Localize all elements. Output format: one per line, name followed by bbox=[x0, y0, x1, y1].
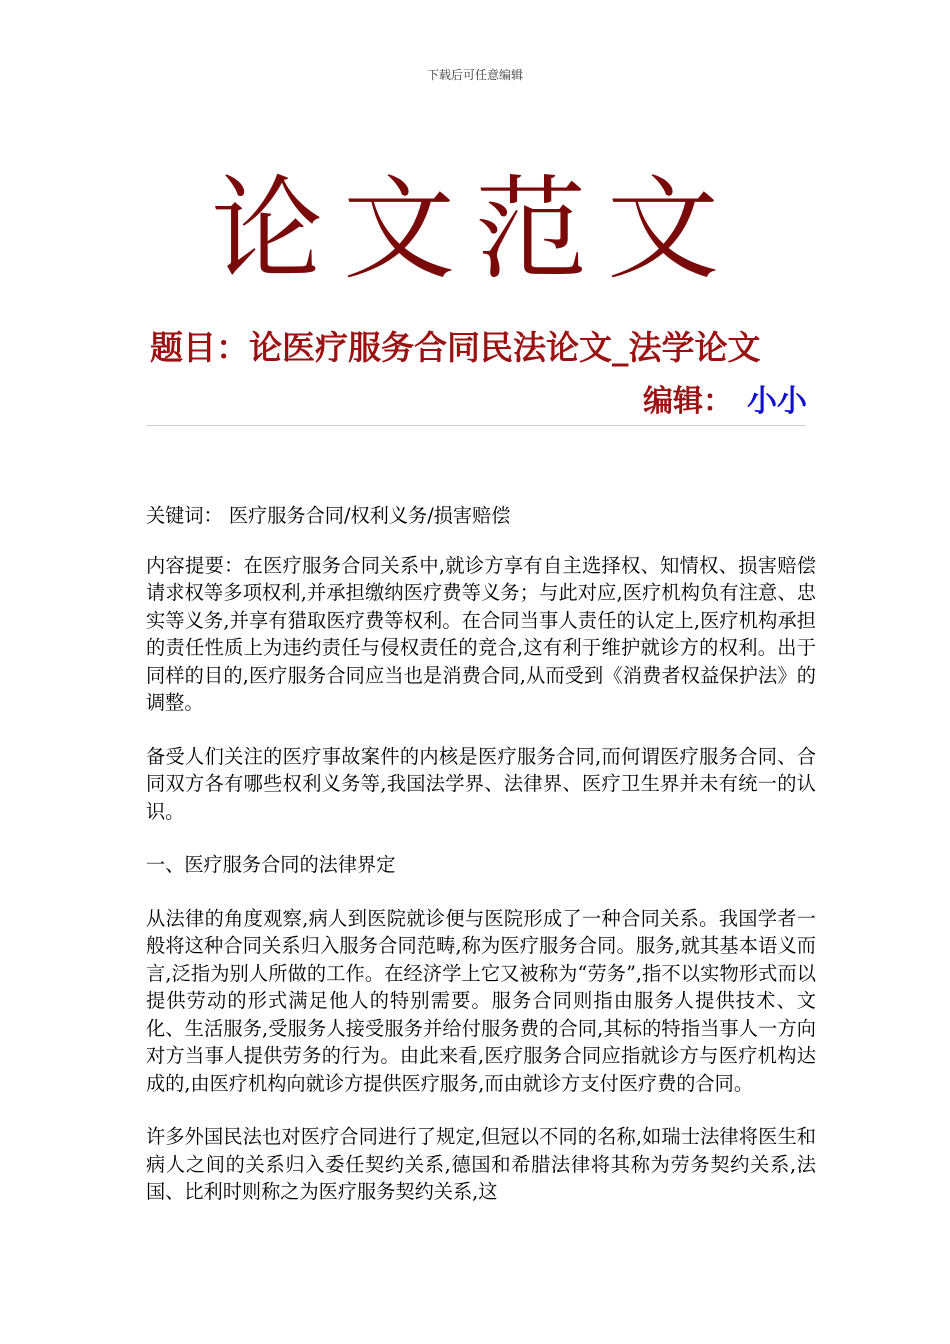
paper-topic: 题目：论医疗服务合同民法论文_法学论文 bbox=[150, 328, 761, 367]
body-paragraph: 许多外国民法也对医疗合同进行了规定,但冠以不同的名称,如瑞士法律将医生和病人之间的关系归入委任契约关系,德国和希腊法律将其称为劳务契约关系,法国、比利时则称之为医疗服务契约关系,这 bbox=[146, 1125, 816, 1203]
body-paragraph: 从法律的角度观察,病人到医院就诊便与医院形成了一种合同关系。我国学者一般将这种合同关系归入服务合同范畴,称为医疗服务合同。服务,就其基本语义而言,泛指为别人所做的工作。在经济学上它又被称为“劳务”,指不以实物形式而以提供劳动的形式满足他人的特别需要。服务合同则指由服务人提供技术、文化、生活服务,受服务人接受服务并给付服务费的合同,其标的特指当事人一方向对方当事人提供劳务的行为。由此来看,医疗服务合同应指就诊方与医疗机构达成的,由医疗机构向就诊方提供医疗服务,而由就诊方支付医疗费的合同。 bbox=[146, 906, 816, 1095]
header-note: 下载后可任意编辑 bbox=[426, 68, 523, 82]
body-text bbox=[146, 502, 816, 1232]
editor-name: 小小 bbox=[747, 384, 807, 419]
intro-paragraph: 备受人们关注的医疗事故案件的内核是医疗服务合同,而何谓医疗服务合同、合同双方各有哪些权利义务等,我国法学界、法律界、医疗卫生界并未有统一的认识。 bbox=[146, 744, 816, 823]
section-heading: 一、医疗服务合同的法律界定 bbox=[146, 853, 396, 876]
cover-title: 论文范文 bbox=[211, 165, 739, 295]
divider-rule bbox=[146, 425, 806, 426]
editor-line bbox=[643, 380, 807, 424]
editor-label: 编辑： bbox=[643, 384, 733, 419]
abstract-paragraph: 内容提要：在医疗服务合同关系中,就诊方享有自主选择权、知情权、损害赔偿请求权等多项权利,并承担缴纳医疗费等义务；与此对应,医疗机构负有注意、忠实等义务,并享有猎取医疗费等权利。在合同当事人责任的认定上,医疗机构承担的责任性质上为违约责任与侵权责任的竞合,这有利于维护就诊方的权利。出于同样的目的,医疗服务合同应当也是消费合同,从而受到《消费者权益保护法》的调整。 bbox=[146, 553, 816, 714]
keywords-paragraph: 关键词： 医疗服务合同/权利义务/损害赔偿 bbox=[146, 504, 511, 527]
